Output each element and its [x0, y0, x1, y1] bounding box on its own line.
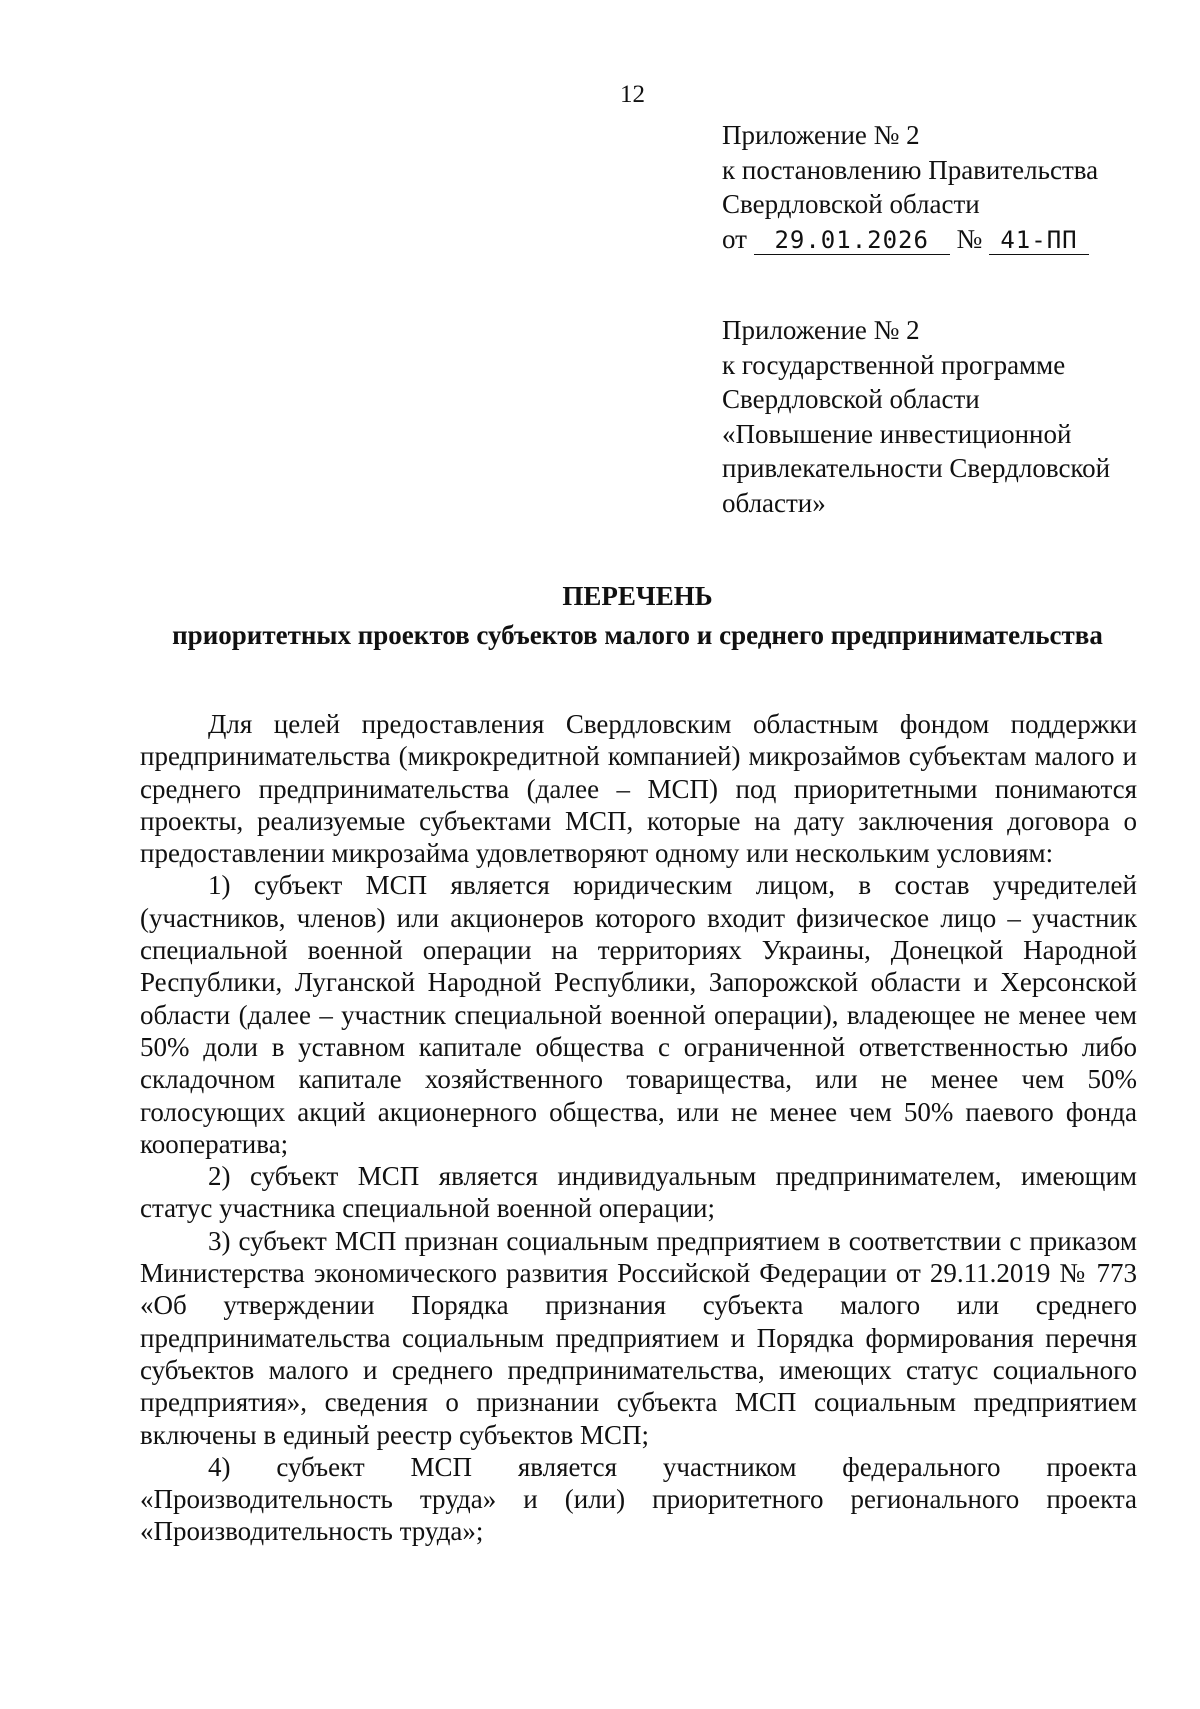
appendix-program-line: Приложение № 2 — [722, 315, 920, 345]
document-title — [0, 577, 1200, 655]
condition-item-1: 1) субъект МСП является юридическим лицом, в состав учредителей (участников, членов) или акционеров которого входит физическое лицо – участник специальной военной операции на территориях Украины, Донецкой Народной Республики, Луганской Народной Республики, Запорожской области и Херсонской области (далее – участник специальной военной операции), владеющее не менее чем 50% доли в уставном капитале общества с ограниченной ответственностью либо складочном капитале хозяйственного товарищества, или не менее чем 50% голосующих акций акционерного общества, или не менее чем 50% паевого фонда кооператива; — [140, 870, 1137, 1159]
condition-item-4: 4) субъект МСП является участником федерального проекта «Производительность труда» и (или) приоритетного регионального проекта «Производительность труда»; — [140, 1451, 1137, 1547]
page-number: 12 — [620, 81, 645, 108]
appendix-program-block — [722, 313, 1110, 520]
decree-number-field: 41-ПП — [989, 226, 1089, 255]
title-subheading: приоритетных проектов субъектов малого и среднего предпринимательства — [172, 620, 1103, 650]
number-prefix: № — [956, 223, 983, 254]
appendix-program-line: к государственной программе — [722, 349, 1066, 380]
appendix-program-line: привлекательности Свердловской — [722, 453, 1111, 483]
appendix-decree-line: к постановлению Правительства — [722, 154, 1099, 185]
condition-item-2: 2) субъект МСП является индивидуальным предпринимателем, имеющим статус участника специальной военной операции; — [140, 1161, 1137, 1224]
appendix-decree-line: Приложение № 2 — [722, 120, 920, 150]
appendix-program-line: «Повышение инвестиционной — [722, 418, 1072, 449]
document-body — [140, 708, 1137, 1548]
condition-item-3: 3) субъект МСП признан социальным предприятием в соответствии с приказом Министерства экономического развития Российской Федерации от 29.11.2019 № 773 «Об утверждении Порядка признания субъекта малого или среднего предпринимательства социальным предприятием и Порядка формирования перечня субъектов малого и среднего предпринимательства, имеющих статус социального предприятия», сведения о признании субъекта МСП социальным предприятием включены в единый реестр субъектов МСП; — [140, 1225, 1137, 1450]
appendix-program-line: области» — [722, 487, 826, 518]
title-heading: ПЕРЕЧЕНЬ — [562, 581, 713, 611]
decree-date-field: 29.01.2026 — [754, 226, 950, 255]
appendix-program-line: Свердловской области — [722, 384, 980, 414]
intro-paragraph: Для целей предоставления Свердловским областным фондом поддержки предпринимательства (микрокредитной компанией) микрозаймов субъектам малого и среднего предпринимательства (далее – МСП) под приоритетными понимаются проекты, реализуемые субъектами МСП, которые на дату заключения договора о предоставлении микрозайма удовлетворяют одному или нескольким условиям: — [140, 709, 1137, 869]
appendix-decree-block — [722, 118, 1098, 256]
appendix-decree-line: Свердловской области — [722, 189, 980, 219]
decree-date-number-row — [722, 222, 1098, 257]
date-prefix: от — [722, 223, 747, 254]
